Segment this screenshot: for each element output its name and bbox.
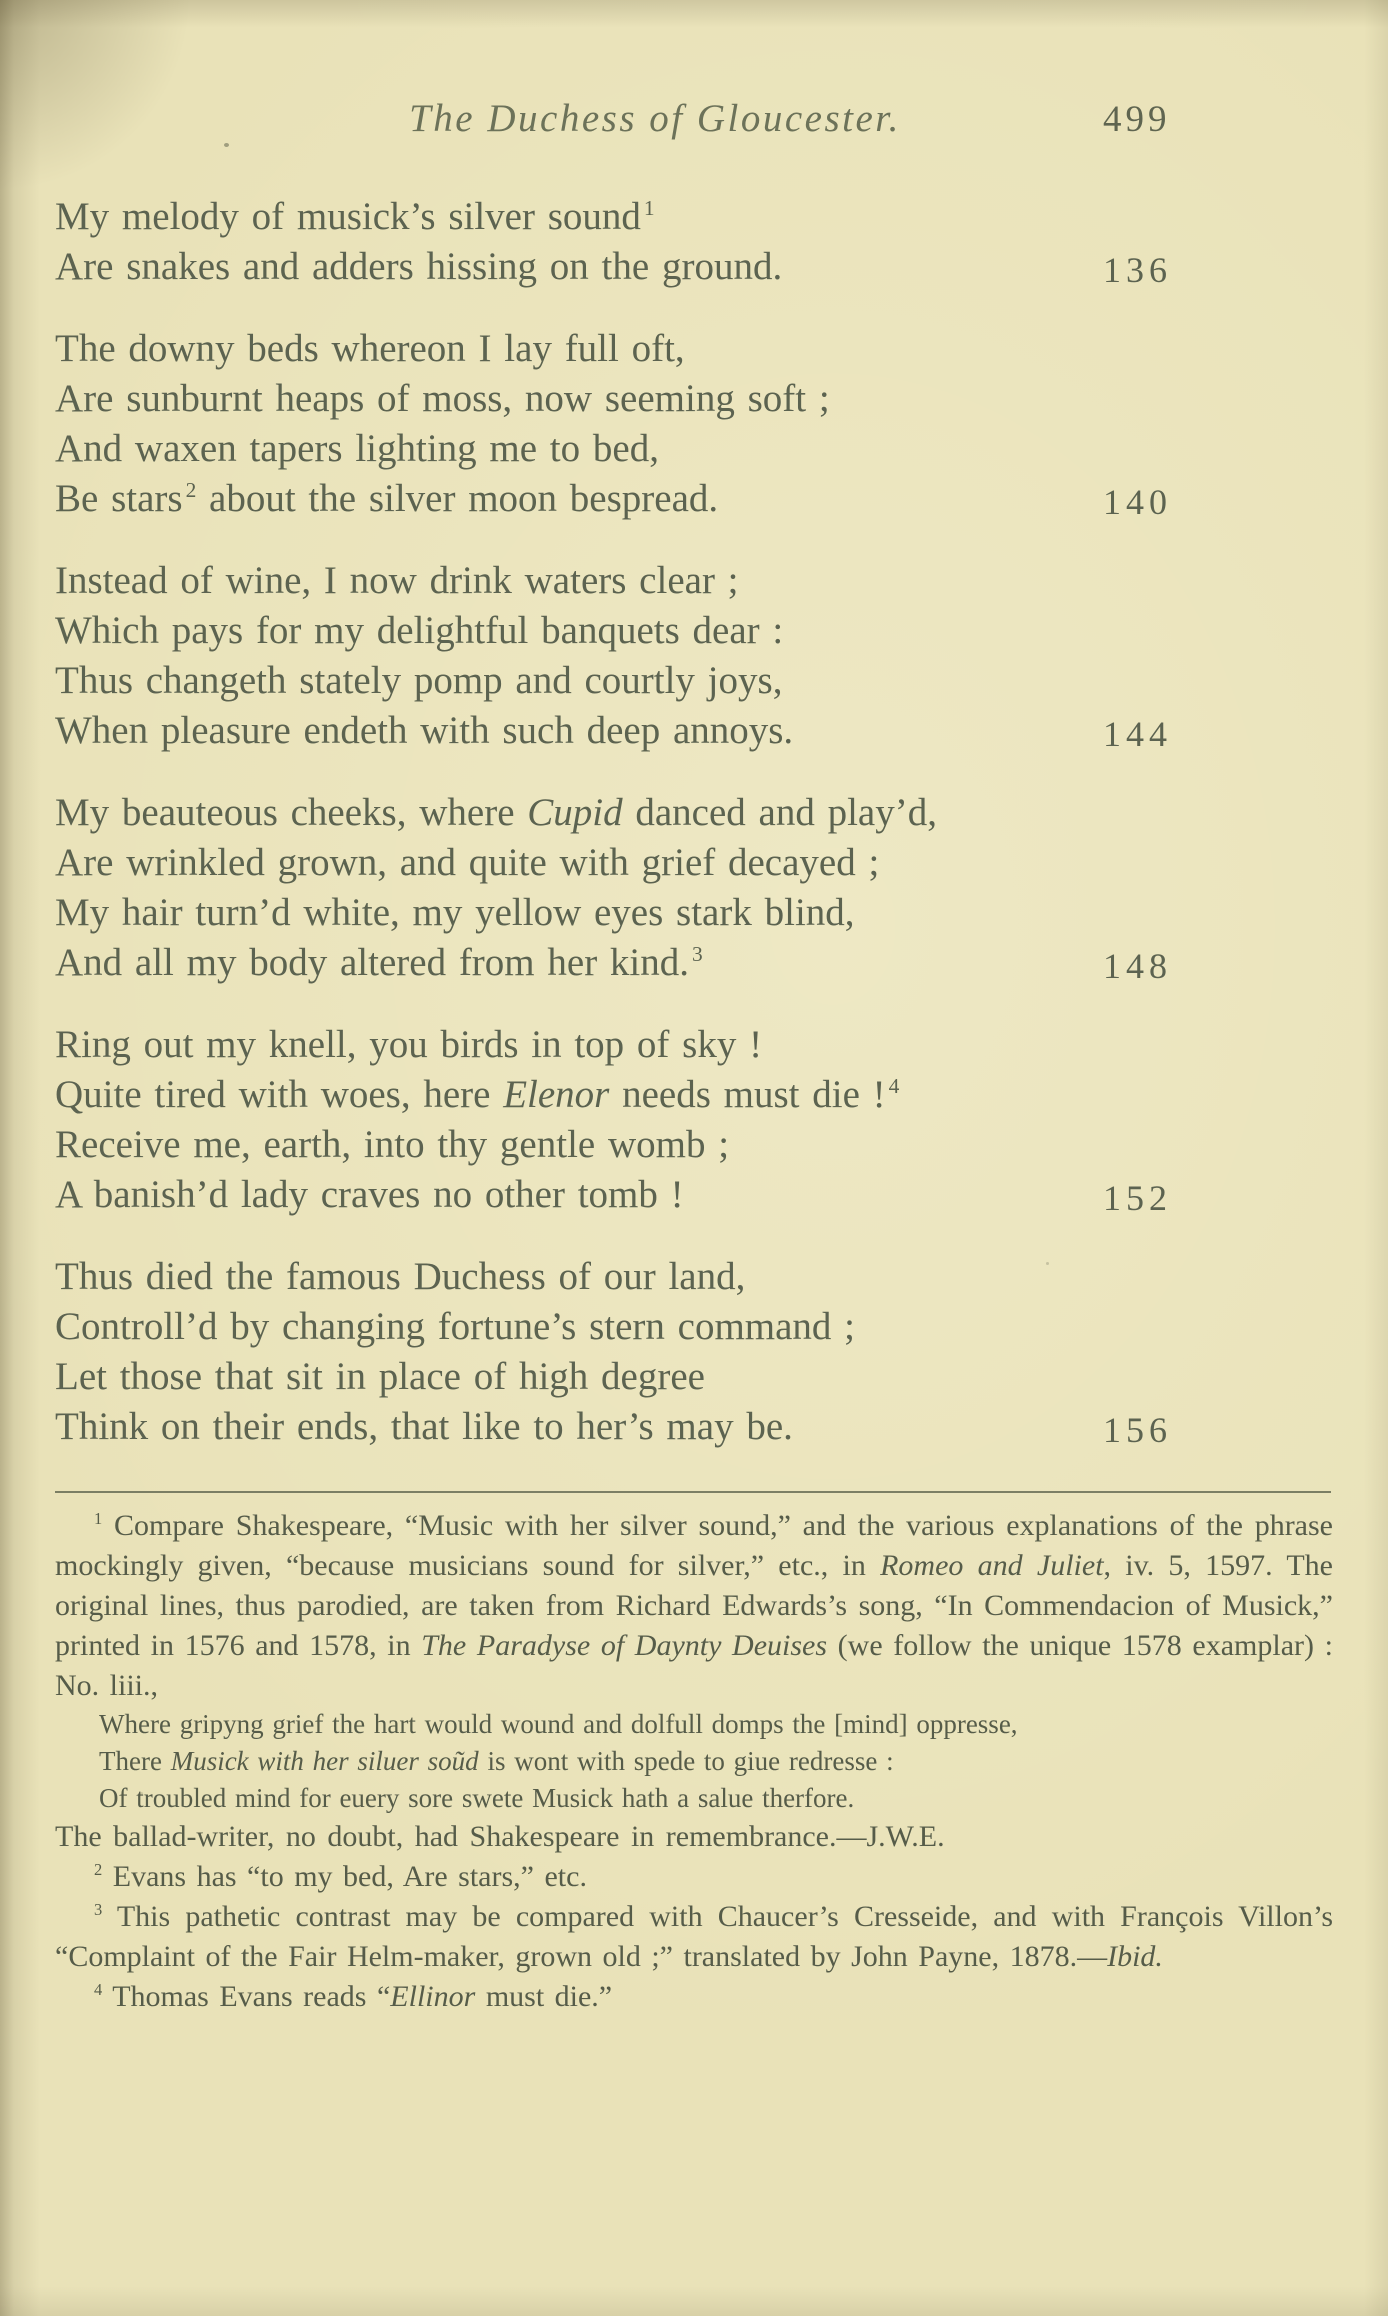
verse-line bbox=[55, 474, 1335, 524]
verse-line bbox=[55, 1120, 1335, 1170]
text-segment: Instead of wine, I now drink waters clear ; bbox=[55, 559, 739, 602]
verse-line bbox=[55, 374, 1335, 424]
italic-segment: Ellinor bbox=[390, 1980, 476, 2013]
text-segment: is wont with spede to giue redresse : bbox=[478, 1746, 894, 1776]
text-segment: Controll’d by changing fortune’s stern command ; bbox=[55, 1305, 856, 1348]
text-segment: My hair turn’d white, my yellow eyes stark blind, bbox=[55, 891, 855, 934]
footnote-marker: 3 bbox=[692, 942, 703, 966]
stanza bbox=[55, 1252, 1335, 1452]
verse-line bbox=[55, 788, 1335, 838]
verse-line-number: 156 bbox=[1103, 1410, 1172, 1450]
text-segment: This pathetic contrast may be compared with Chaucer’s Cresseide, and with François Villon’s “Complaint of the Fair Helm-maker, grown old ;” translated by John Payne, 1878.— bbox=[55, 1900, 1333, 1973]
text-segment: Ring out my knell, you birds in top of sky ! bbox=[55, 1023, 763, 1066]
italic-segment: The Paradyse of Daynty Deuises bbox=[421, 1629, 828, 1662]
text-segment: Are sunburnt heaps of moss, now seeming soft ; bbox=[55, 377, 830, 420]
text-segment: (we follow the unique 1578 examplar) : No. liii., bbox=[55, 1629, 1333, 1702]
text-segment: about the silver moon bespread. bbox=[196, 477, 719, 520]
text-segment: There bbox=[99, 1746, 171, 1776]
footnote-paragraph bbox=[55, 1817, 1333, 1857]
text-segment: danced and play’d, bbox=[622, 791, 937, 834]
footnote-quote-line bbox=[99, 1706, 1333, 1743]
verse-line-number: 152 bbox=[1103, 1178, 1172, 1218]
stanza bbox=[55, 324, 1335, 524]
page-header bbox=[0, 96, 1388, 160]
stanza bbox=[55, 1020, 1335, 1220]
verse-line-number: 140 bbox=[1103, 482, 1172, 522]
paper-speck bbox=[1046, 1262, 1049, 1265]
paper-speck bbox=[224, 143, 229, 147]
verse-line bbox=[55, 888, 1335, 938]
text-segment: Thus died the famous Duchess of our land, bbox=[55, 1255, 746, 1298]
text-segment: , iv. 5, 1597. The original lines, thus parodied, are taken from Richard Edwards’s song, “In Commendacion of Musick,” printed in 1576 and 1578, in bbox=[55, 1549, 1333, 1662]
verse-line bbox=[55, 656, 1335, 706]
verse-line bbox=[55, 424, 1335, 474]
text-segment: Receive me, earth, into thy gentle womb ; bbox=[55, 1123, 730, 1166]
footnote-paragraph bbox=[55, 1857, 1333, 1897]
italic-segment: Cupid bbox=[527, 791, 623, 834]
text-segment: Of troubled mind for euery sore swete Musick hath a salue therfore. bbox=[99, 1783, 855, 1813]
text-segment: My melody of musick’s silver sound bbox=[55, 195, 641, 238]
verse-line bbox=[55, 838, 1335, 888]
text-segment: Be stars bbox=[55, 477, 183, 520]
text-segment: The ballad-writer, no doubt, had Shakespeare in remembrance.—J.W.E. bbox=[55, 1820, 945, 1853]
text-segment: And all my body altered from her kind. bbox=[55, 941, 690, 984]
verse-line bbox=[55, 938, 1335, 988]
verse-line bbox=[55, 1302, 1335, 1352]
verse-line bbox=[55, 1020, 1335, 1070]
verse-line-number: 148 bbox=[1103, 946, 1172, 986]
text-segment: Which pays for my delightful banquets dear : bbox=[55, 609, 784, 652]
verse-line bbox=[55, 706, 1335, 756]
verse-line-number: 136 bbox=[1103, 250, 1172, 290]
text-segment: Thomas Evans reads “ bbox=[102, 1980, 391, 2013]
text-segment: Evans has “to my bed, Are stars,” etc. bbox=[102, 1860, 587, 1893]
text-segment: Think on their ends, that like to her’s may be. bbox=[55, 1405, 793, 1448]
stanza bbox=[55, 192, 1335, 292]
text-segment: Quite tired with woes, here bbox=[55, 1073, 504, 1116]
text-segment: The downy beds whereon I lay full oft, bbox=[55, 327, 685, 370]
verse-line bbox=[55, 242, 1335, 292]
footnote-marker: 1 bbox=[643, 196, 655, 220]
footnotes bbox=[55, 1506, 1333, 2017]
verse-line bbox=[55, 1252, 1335, 1302]
verse-line bbox=[55, 1070, 1335, 1120]
text-segment: My beauteous cheeks, where bbox=[55, 791, 528, 834]
verse-line bbox=[55, 1402, 1335, 1452]
italic-segment: Romeo and Juliet bbox=[880, 1549, 1104, 1582]
text-segment: Thus changeth stately pomp and courtly joys, bbox=[55, 659, 783, 702]
footnote-paragraph bbox=[55, 1506, 1333, 1706]
verse-line-number: 144 bbox=[1103, 714, 1172, 754]
stanza bbox=[55, 556, 1335, 756]
footnote-paragraph bbox=[55, 1977, 1333, 2017]
text-segment: Are snakes and adders hissing on the ground. bbox=[55, 245, 783, 288]
italic-segment: Musick with her siluer soũd bbox=[170, 1746, 479, 1776]
footnote-paragraph bbox=[55, 1897, 1333, 1977]
page-number: 499 bbox=[1103, 99, 1171, 140]
text-segment: A banish’d lady craves no other tomb ! bbox=[55, 1173, 684, 1216]
verse-line bbox=[55, 1352, 1335, 1402]
footnote-marker: 2 bbox=[185, 478, 197, 502]
verse-line bbox=[55, 192, 1335, 242]
footnote-divider bbox=[55, 1491, 1331, 1493]
text-segment: needs must die ! bbox=[609, 1073, 886, 1116]
text-segment: Compare Shakespeare, “Music with her silver sound,” and the various explanations of the phrase mockingly given, “because musicians sound for silver,” etc., in bbox=[55, 1509, 1333, 1582]
verse-line bbox=[55, 556, 1335, 606]
footnote-quote-line bbox=[99, 1780, 1333, 1817]
italic-segment: Elenor bbox=[503, 1073, 610, 1116]
verse-line bbox=[55, 1170, 1335, 1220]
footnote-marker: 4 bbox=[94, 1980, 103, 1999]
page-header-title: The Duchess of Gloucester. bbox=[409, 97, 901, 140]
footnote-marker: 3 bbox=[94, 1900, 103, 1919]
footnote-marker: 1 bbox=[94, 1509, 103, 1528]
text-segment: must die.” bbox=[475, 1980, 613, 2013]
text-segment: Let those that sit in place of high degree bbox=[55, 1355, 705, 1398]
text-segment: And waxen tapers lighting me to bed, bbox=[55, 427, 659, 470]
text-segment: Where gripyng grief the hart would wound and dolfull domps the [mind] oppresse, bbox=[99, 1709, 1018, 1739]
paper-speck bbox=[140, 1792, 143, 1795]
text-segment: When pleasure endeth with such deep annoys. bbox=[55, 709, 794, 752]
footnote-quote-line bbox=[99, 1743, 1333, 1780]
stanza bbox=[55, 788, 1335, 988]
footnote-marker: 4 bbox=[888, 1074, 900, 1098]
verse-line bbox=[55, 324, 1335, 374]
text-segment: Are wrinkled grown, and quite with grief decayed ; bbox=[55, 841, 880, 884]
verse-line bbox=[55, 606, 1335, 656]
poem bbox=[55, 192, 1335, 1484]
footnote-marker: 2 bbox=[94, 1860, 103, 1879]
italic-segment: Ibid. bbox=[1107, 1940, 1163, 1973]
